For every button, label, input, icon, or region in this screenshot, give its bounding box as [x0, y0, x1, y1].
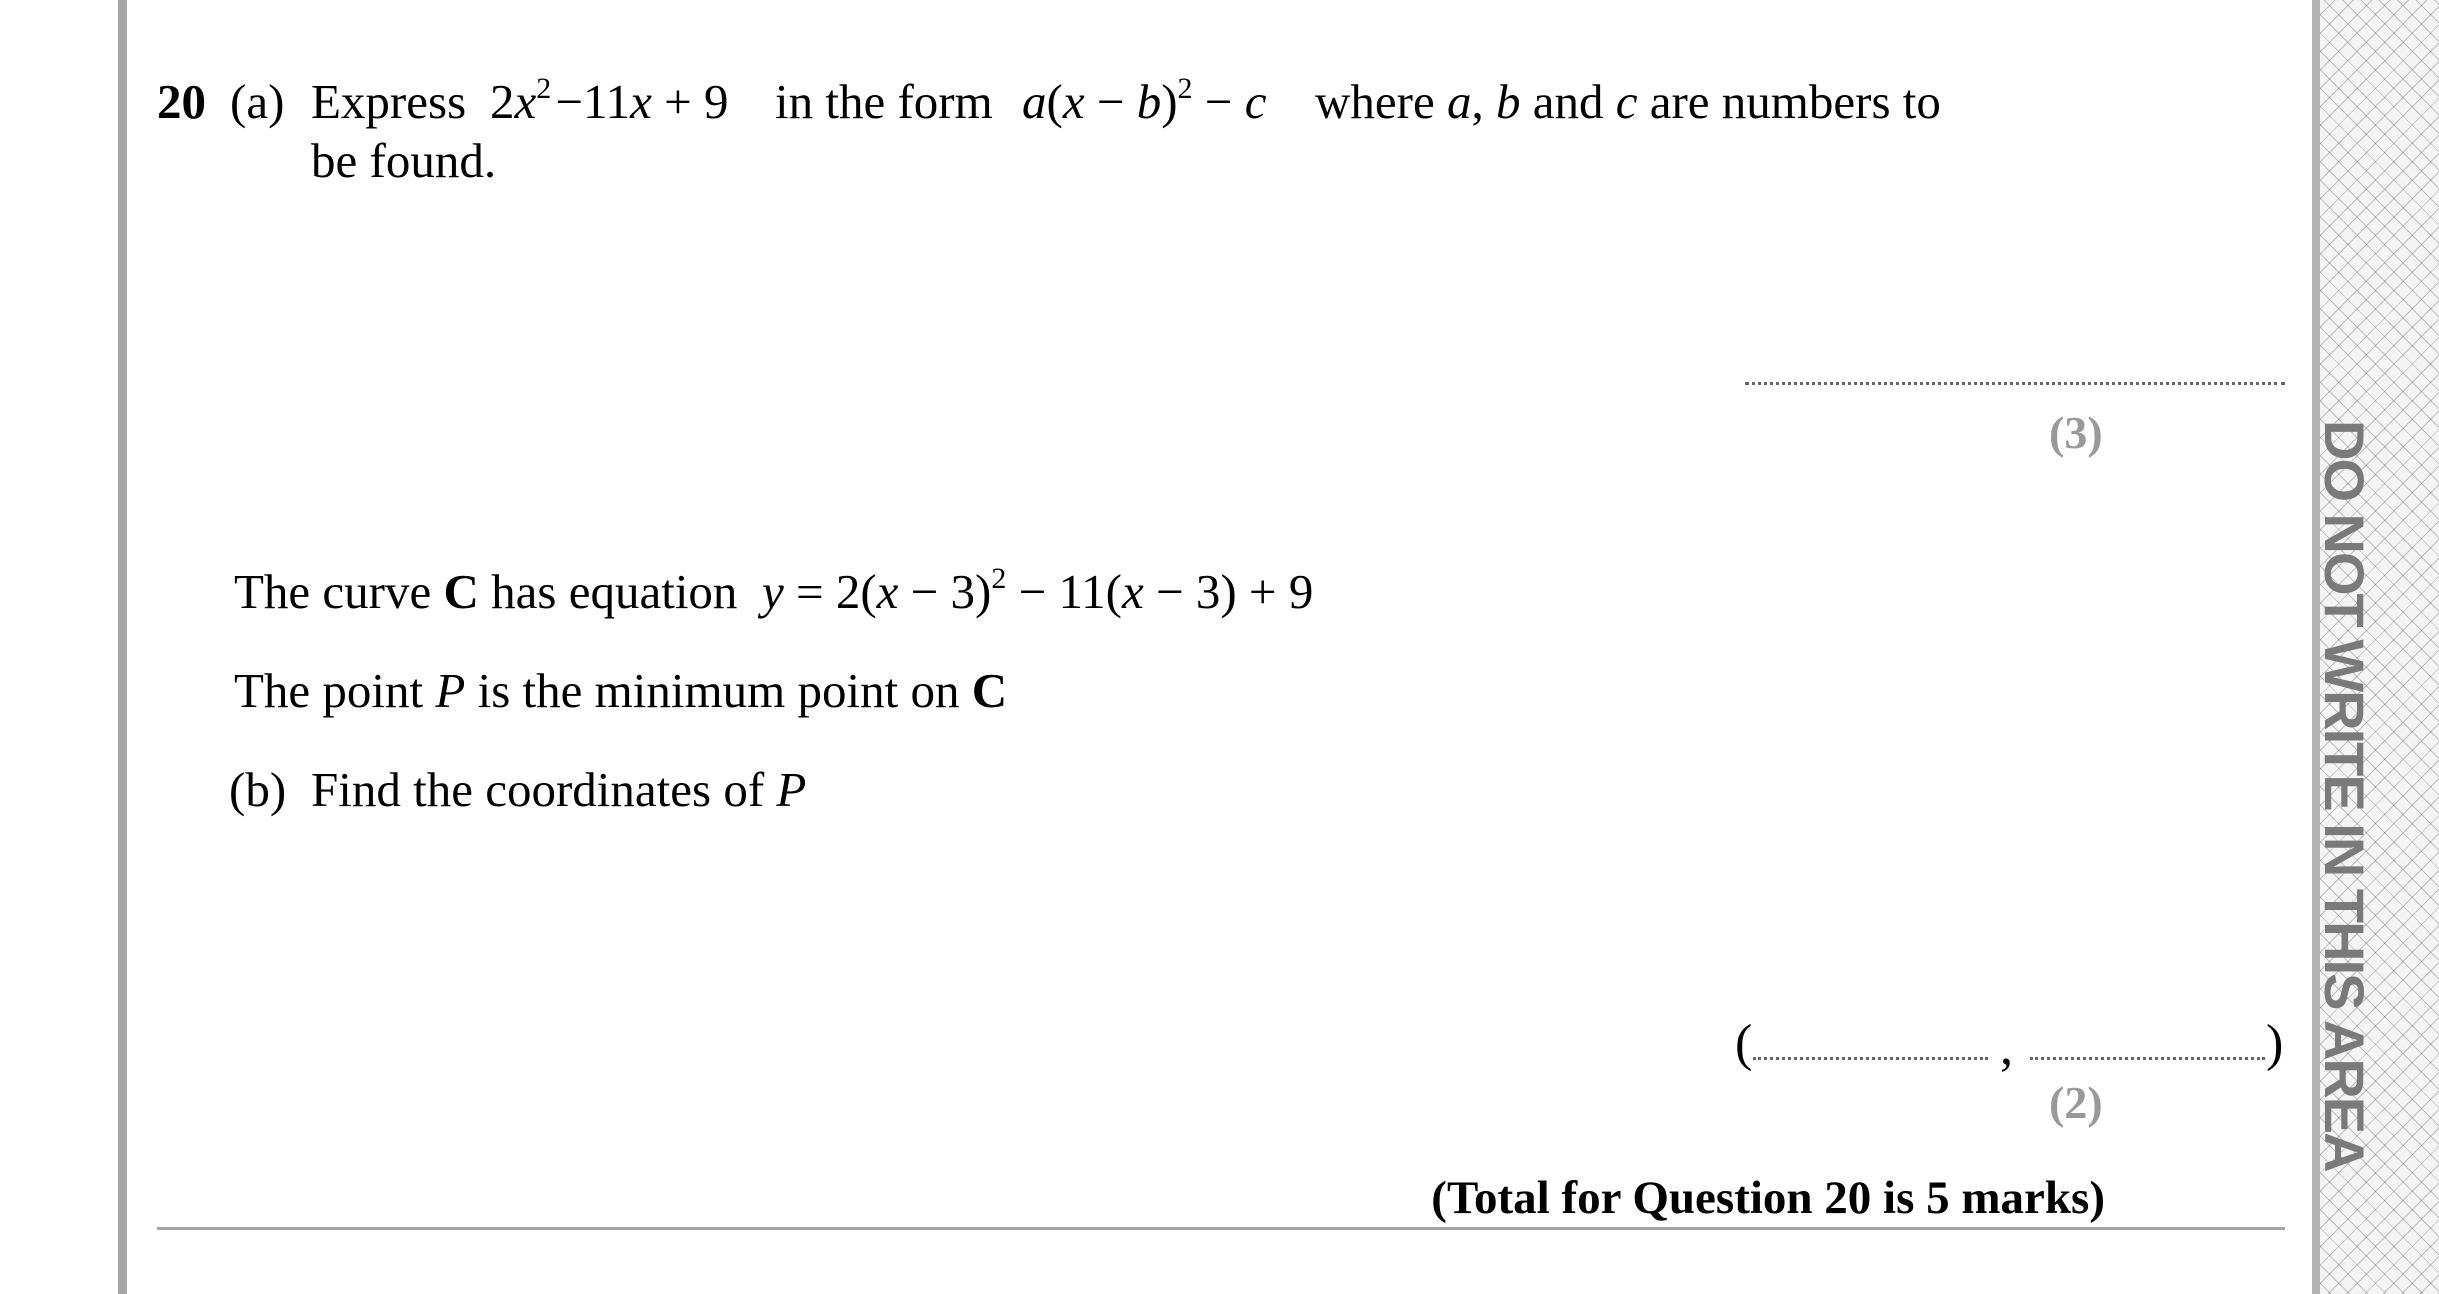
- part-a-form: $a(x - b)^2 - c$: [1022, 72, 1267, 129]
- minimum-point-line: The point P is the minimum point on C: [234, 663, 1008, 718]
- question-number: 20: [157, 74, 206, 129]
- part-b-label: (b): [229, 762, 287, 817]
- answer-line-a[interactable]: [1745, 382, 2285, 385]
- part-a-label: (a): [230, 74, 285, 129]
- part-b-marks: (2): [2049, 1077, 2103, 1128]
- part-a-text-2: in the form: [775, 74, 993, 129]
- part-a-text-1: Express: [311, 74, 467, 129]
- question-total: (Total for Question 20 is 5 marks): [1431, 1172, 2105, 1224]
- part-b-text: Find the coordinates of P: [311, 762, 807, 817]
- coord-close-paren: ): [2266, 1015, 2284, 1072]
- coord-open-paren: (: [1735, 1015, 1753, 1072]
- curve-equation-line: The curve C has equation $y = 2(x - 3)^2 - 11(x - 3) + 9$: [234, 562, 1314, 619]
- question-divider: [157, 1227, 2285, 1230]
- part-a-marks: (3): [2049, 407, 2103, 458]
- part-a-expression: $2x^2$ −11x + 9: [490, 72, 729, 129]
- part-a-line-2: be found.: [311, 133, 497, 188]
- left-margin-rule: [118, 0, 127, 1294]
- answer-line-b-x[interactable]: [1753, 1057, 1988, 1060]
- part-a-text-3: where a, b and c are numbers to: [1315, 74, 1941, 129]
- answer-line-b-y[interactable]: [2030, 1057, 2265, 1060]
- margin-warning-text: DO NOT WRITE IN THIS AREA: [2313, 420, 2376, 1171]
- coord-comma: ,: [2000, 1019, 2013, 1076]
